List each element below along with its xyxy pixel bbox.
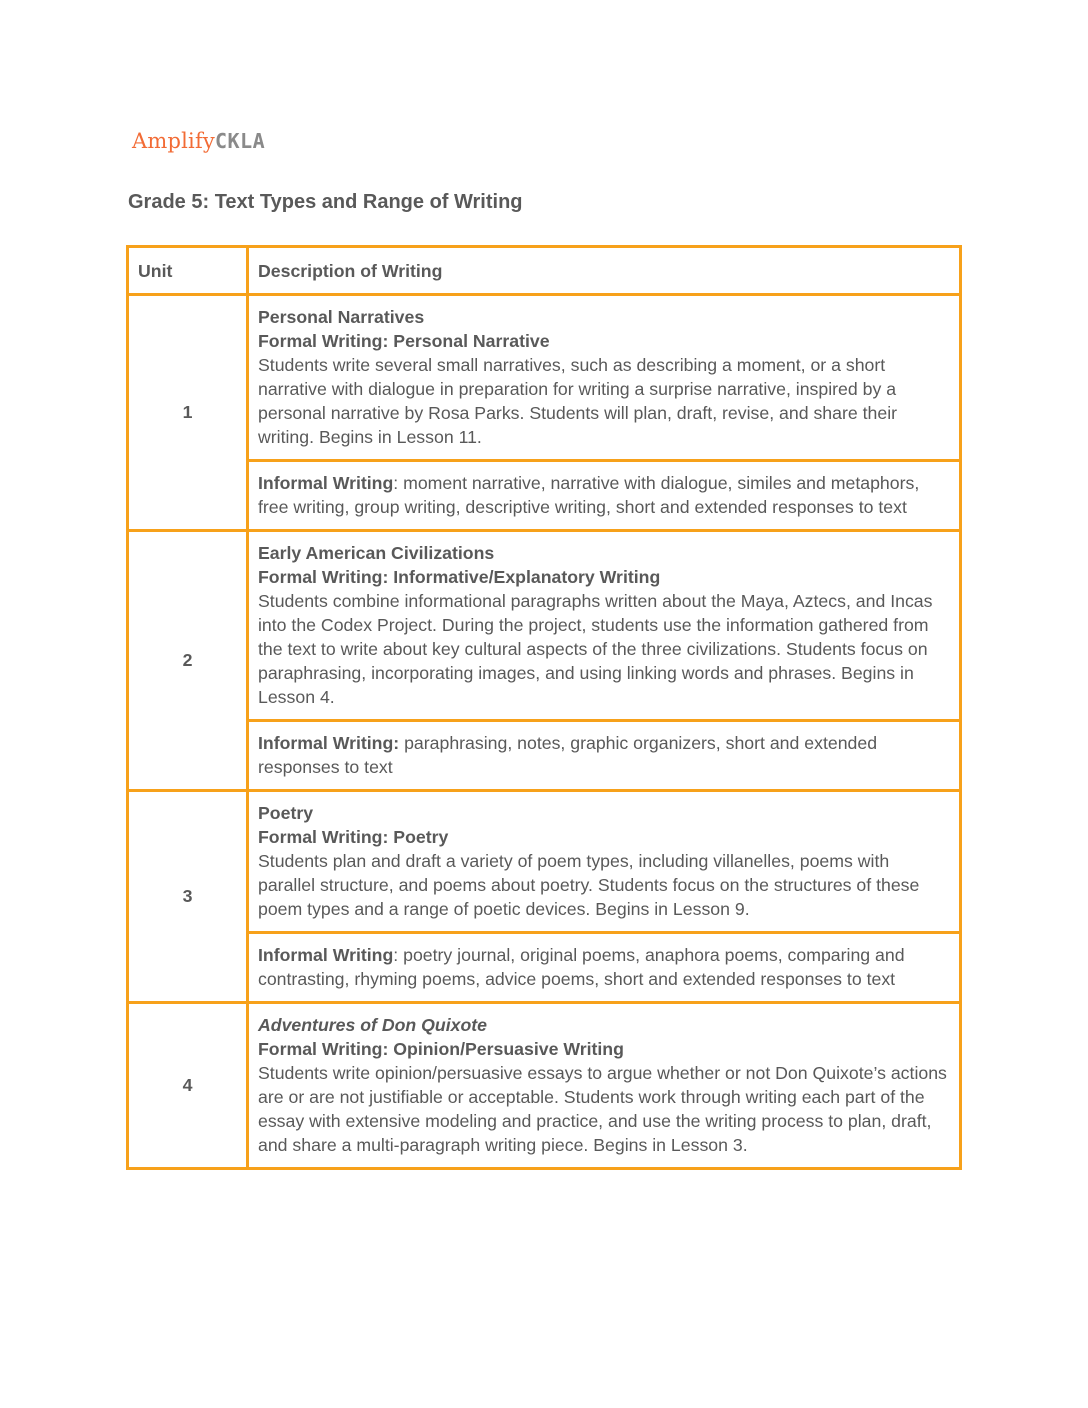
informal-writing-label: Informal Writing [258,473,394,493]
formal-writing-label: Formal Writing: Poetry [258,827,449,847]
informal-writing-label: Informal Writing: [258,733,400,753]
table-header-row [128,247,961,295]
unit-number: 4 [128,1003,248,1169]
table-row [128,1003,961,1169]
unit-topic: Poetry [258,803,314,823]
formal-writing-label: Formal Writing: Informative/Explanatory Writing [258,567,661,587]
unit-topic: Personal Narratives [258,307,425,327]
table-row [128,721,961,791]
informal-writing-text: : moment narrative, narrative with dialogue, similes and metaphors, free writing, group writing, descriptive writing, short and extended responses to text [258,473,920,517]
formal-writing-text: Students write opinion/persuasive essays to argue whether or not Don Quixote’s actions are or are not justifiable or acceptable. Students work through writing each part of the essay with extensive modeling and practice, and use the writing process to plan, draft, and share a multi-paragraph writing piece. Begins in Lesson 3. [258,1063,947,1155]
formal-writing-label: Formal Writing: Personal Narrative [258,331,550,351]
table-row [128,295,961,461]
formal-writing-text: Students write several small narratives, such as describing a moment, or a short narrative with dialogue in preparation for writing a surprise narrative, inspired by a personal narrative by Rosa Parks. Students will plan, draft, revise, and share their writing. Begins in Lesson 11. [258,355,898,447]
unit-number: 1 [128,295,248,531]
informal-writing-text: paraphrasing, notes, graphic organizers, short and extended responses to text [258,733,878,777]
header-description: Description of Writing [248,247,961,295]
logo-amplify: Amplify [132,129,215,153]
formal-writing-cell [248,791,961,933]
formal-writing-cell [248,295,961,461]
unit-number: 2 [128,531,248,791]
table-row [128,791,961,933]
formal-writing-cell [248,1003,961,1169]
unit-topic: Adventures of Don Quixote [258,1015,487,1035]
informal-writing-label: Informal Writing [258,945,394,965]
logo-ckla: CKLA [215,129,266,153]
informal-writing-cell [248,461,961,531]
informal-writing-cell [248,721,961,791]
formal-writing-label: Formal Writing: Opinion/Persuasive Writing [258,1039,624,1059]
page-title: Grade 5: Text Types and Range of Writing [128,191,523,213]
unit-number: 3 [128,791,248,1003]
header-unit: Unit [128,247,248,295]
table-row [128,933,961,1003]
informal-writing-text: : poetry journal, original poems, anaphora poems, comparing and contrasting, rhyming poems, advice poems, short and extended responses to text [258,945,905,989]
formal-writing-text: Students combine informational paragraphs written about the Maya, Aztecs, and Incas into the Codex Project. During the project, students use the information gathered from the text to write about key cultural aspects of the three civilizations. Students focus on paraphrasing, incorporating images, and using linking words and phrases. Begins in Lesson 4. [258,591,933,707]
informal-writing-cell [248,933,961,1003]
unit-topic: Early American Civilizations [258,543,495,563]
formal-writing-text: Students plan and draft a variety of poem types, including villanelles, poems with parallel structure, and poems about poetry. Students focus on the structures of these poem types and a range of poetic devices. Begins in Lesson 9. [258,851,920,919]
table-row [128,531,961,721]
writing-table [126,245,962,1170]
amplify-ckla-logo [132,124,265,157]
formal-writing-cell [248,531,961,721]
table-row [128,461,961,531]
